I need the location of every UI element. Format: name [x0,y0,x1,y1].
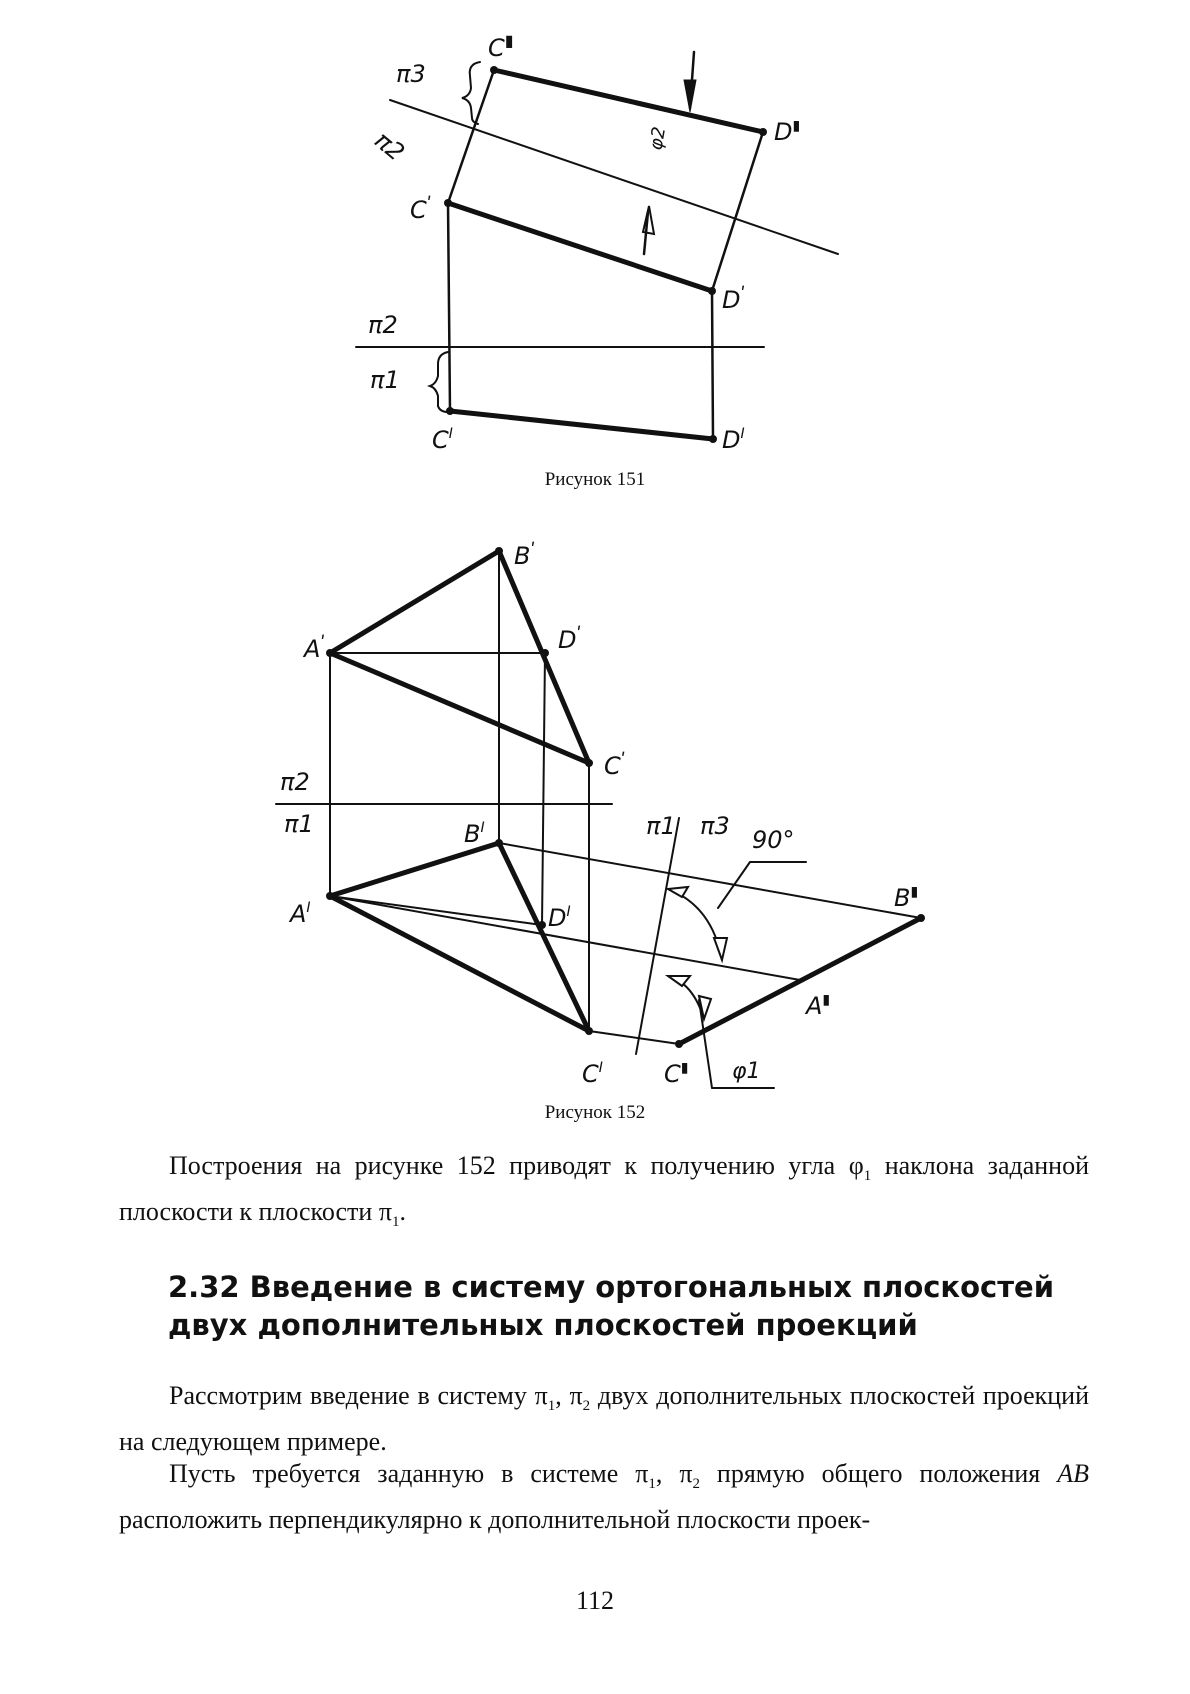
edge-b-c-lower [499,843,589,1031]
paragraph-2: Рассмотрим введение в систему $\pi_1$, $\pi_2$ двух дополнительных плоскостей проекций на следующем примере. [119,1381,1089,1457]
leader-90 [718,862,750,908]
label-angle-90: 90° [752,826,795,854]
edge-a-b-upper [330,551,499,653]
label-c-lower: $C^I$ [582,1060,603,1088]
label-d-lower: $D^I$ [548,904,571,932]
label-pi2-upper: π2 [369,126,410,167]
label-c-new: C▮ [664,1060,689,1088]
label-pi3-new: π3 [700,812,730,840]
arrowhead-phi1-top [668,976,690,986]
arrowhead-90-bottom [714,938,727,960]
label-pi1-152: π1 [284,810,314,838]
projection-d [542,653,545,925]
label-a-upper: $A^ʹ$ [304,633,326,663]
label-c-upper: $C^ʹ$ [604,750,626,780]
projection-c-new [589,1031,679,1044]
label-phi1: φ1 [732,1059,761,1084]
edge-a-b-lower [330,843,499,896]
point-c-lower [585,1027,593,1035]
label-d-upper: $D^ʹ$ [558,624,582,654]
section-heading: 2.32 Введение в систему ортогональных плоскостей двух дополнительных плоскостей проекций [168,1270,1055,1342]
label-pi1: π1 [370,366,400,394]
point-b-upper [495,547,503,555]
point-a-upper [326,649,334,657]
label-pi2: π2 [368,311,398,339]
point-b-new [917,914,925,922]
axis-pi1-pi3 [636,818,679,1054]
label-d-prime: $D^ʹ$ [722,284,746,314]
label-c-prime: $C^ʹ$ [410,194,432,224]
arc-90 [668,889,722,960]
label-c-triple: C▮ [488,31,514,62]
label-b-lower: $B^I$ [464,820,485,848]
point-d-lower [538,921,546,929]
label-pi2-152: π2 [280,768,310,796]
figure-152-caption: Рисунок 152 [544,1102,646,1123]
point-b-lower [495,839,503,847]
label-d-low: $D^I$ [722,426,745,454]
figure-151-caption: Рисунок 151 [544,469,646,490]
label-b-upper: $B^ʹ$ [514,540,536,570]
label-pi1-new: π1 [646,812,676,840]
label-a-lower: $A^I$ [290,900,311,928]
label-phi2: φ2 [645,125,671,152]
arrowhead-90-top [668,887,688,897]
point-c-upper [585,759,593,767]
label-pi3: π3 [396,60,426,88]
point-c-new [675,1040,683,1048]
point-a-lower [326,892,334,900]
point-d-upper [541,649,549,657]
paragraph-1: Построения на рисунке 152 приводят к получению угла $\varphi_1$ наклона заданной плоскости к плоскости $\pi_1$. [119,1151,1089,1231]
paragraph-3: Пусть требуется заданную в системе $\pi_1$, $\pi_2$ прямую общего положения AB расположить перпендикулярно к дополнительной плоскости проек- [119,1459,1089,1535]
label-a-new: A▮ [806,992,831,1020]
label-c-low: $C^I$ [432,426,453,454]
label-b-new: B▮ [894,884,919,912]
label-d-triple: D▮ [774,118,801,146]
page-number: 112 [575,1586,615,1615]
